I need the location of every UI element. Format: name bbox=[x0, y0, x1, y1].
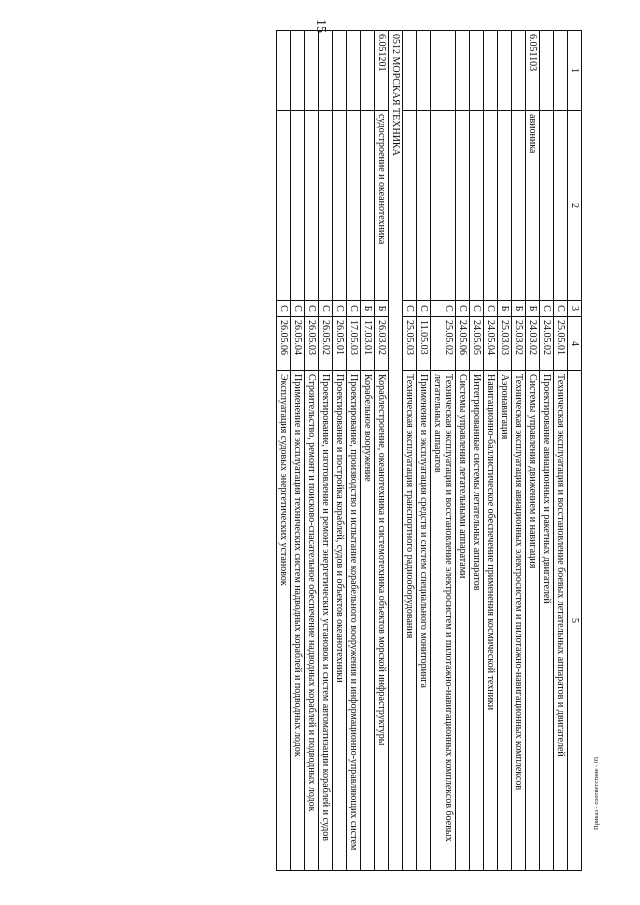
header-col-2: 2 bbox=[568, 111, 582, 301]
table-row bbox=[470, 31, 484, 871]
specialty-cell: Проектирование, изготовление и ремонт энергетических установок и систем автоматизации кораблей и судов bbox=[319, 371, 333, 871]
specialty-cell: Проектирование и постройка кораблей, судов и объектов океанотехники bbox=[333, 371, 347, 871]
specialty-cell: Навигационно-баллистическое обеспечение применения космической техники bbox=[484, 371, 498, 871]
code-cell bbox=[456, 31, 470, 111]
specialty-cell: Техническая эксплуатация транспортного радиооборудования bbox=[403, 371, 417, 871]
new-code-cell: 26.05.01 bbox=[333, 317, 347, 371]
new-code-cell: 25.05.01 bbox=[554, 317, 568, 371]
level-cell: Б bbox=[361, 301, 375, 317]
specialty-cell: Интегрированные системы летательных аппаратов bbox=[470, 371, 484, 871]
table-row bbox=[361, 31, 375, 871]
direction-cell bbox=[333, 111, 347, 301]
section-row bbox=[389, 31, 403, 871]
direction-cell: судостроение и океанотехника bbox=[375, 111, 389, 301]
direction-cell bbox=[470, 111, 484, 301]
level-cell: Б bbox=[375, 301, 389, 317]
table-row bbox=[291, 31, 305, 871]
specialty-cell: Применение и эксплуатация технических систем надводных кораблей и подводных лодок bbox=[291, 371, 305, 871]
level-cell: С bbox=[305, 301, 319, 317]
new-code-cell: 26.05.03 bbox=[305, 317, 319, 371]
code-cell bbox=[512, 31, 526, 111]
code-cell bbox=[403, 31, 417, 111]
specialty-cell: Аэронавигация bbox=[498, 371, 512, 871]
direction-cell bbox=[417, 111, 431, 301]
code-cell: 6.051103 bbox=[526, 31, 540, 111]
table-row bbox=[540, 31, 554, 871]
new-code-cell: 26.05.06 bbox=[277, 317, 291, 371]
specialty-cell: Проектирование, производство и испытание корабельного вооружения и информационно-управляющих систем bbox=[347, 371, 361, 871]
section-label: 0512 МОРСКАЯ ТЕХНИКА bbox=[389, 31, 403, 871]
level-cell: С bbox=[417, 301, 431, 317]
table-header-row bbox=[568, 31, 582, 871]
new-code-cell: 26.05.04 bbox=[291, 317, 305, 371]
rotated-page-content bbox=[77, 30, 582, 870]
direction-cell bbox=[291, 111, 305, 301]
new-code-cell: 25.03.03 bbox=[498, 317, 512, 371]
level-cell: С bbox=[319, 301, 333, 317]
new-code-cell: 25.03.02 bbox=[512, 317, 526, 371]
header-col-4: 4 bbox=[568, 317, 582, 371]
level-cell: С bbox=[291, 301, 305, 317]
code-cell bbox=[554, 31, 568, 111]
table-row bbox=[417, 31, 431, 871]
direction-cell bbox=[512, 111, 526, 301]
table-row bbox=[456, 31, 470, 871]
new-code-cell: 25.05.02 bbox=[431, 317, 456, 371]
level-cell: Б bbox=[498, 301, 512, 317]
specialty-cell: Техническая эксплуатация и восстановление электросистем и пилотажно-навигационных комплексов боевых летательных аппаратов bbox=[431, 371, 456, 871]
direction-cell bbox=[484, 111, 498, 301]
new-code-cell: 24.05.05 bbox=[470, 317, 484, 371]
specialty-cell: Системы управления летательными аппаратами bbox=[456, 371, 470, 871]
new-code-cell: 25.05.03 bbox=[403, 317, 417, 371]
level-cell: С bbox=[456, 301, 470, 317]
table-row bbox=[375, 31, 389, 871]
header-col-5: 5 bbox=[568, 371, 582, 871]
direction-cell bbox=[554, 111, 568, 301]
code-cell bbox=[319, 31, 333, 111]
table-row bbox=[512, 31, 526, 871]
level-cell: С bbox=[484, 301, 498, 317]
new-code-cell: 24.05.02 bbox=[540, 317, 554, 371]
table-row bbox=[554, 31, 568, 871]
level-cell: С bbox=[347, 301, 361, 317]
direction-cell: авионика bbox=[526, 111, 540, 301]
code-cell bbox=[498, 31, 512, 111]
specialty-cell: Техническая эксплуатация и восстановление боевых летательных аппаратов и двигателей bbox=[554, 371, 568, 871]
specialty-cell: Кораблестроение, океанотехника и системотехника объектов морской инфраструктуры bbox=[375, 371, 389, 871]
direction-cell bbox=[456, 111, 470, 301]
level-cell: С bbox=[403, 301, 417, 317]
direction-cell bbox=[498, 111, 512, 301]
table-row bbox=[319, 31, 333, 871]
specialty-cell: Строительство, ремонт и поисково-спасательное обеспечение надводных кораблей и подводных лодок bbox=[305, 371, 319, 871]
table-row bbox=[498, 31, 512, 871]
new-code-cell: 17.05.03 bbox=[347, 317, 361, 371]
direction-cell bbox=[347, 111, 361, 301]
table-row bbox=[431, 31, 456, 871]
new-code-cell: 26.03.02 bbox=[375, 317, 389, 371]
level-cell: С bbox=[277, 301, 291, 317]
table-row bbox=[305, 31, 319, 871]
header-col-3: 3 bbox=[568, 301, 582, 317]
level-cell: С bbox=[470, 301, 484, 317]
specialty-cell: Проектирование авиационных и ракетных двигателей bbox=[540, 371, 554, 871]
code-cell bbox=[347, 31, 361, 111]
new-code-cell: 11.05.03 bbox=[417, 317, 431, 371]
direction-cell bbox=[277, 111, 291, 301]
code-cell bbox=[277, 31, 291, 111]
direction-cell bbox=[361, 111, 375, 301]
code-cell: 6.051201 bbox=[375, 31, 389, 111]
new-code-cell: 26.05.02 bbox=[319, 317, 333, 371]
table-row bbox=[484, 31, 498, 871]
code-cell bbox=[470, 31, 484, 111]
level-cell: Б bbox=[512, 301, 526, 317]
new-code-cell: 24.05.04 bbox=[484, 317, 498, 371]
code-cell bbox=[333, 31, 347, 111]
page-number: 15 bbox=[313, 19, 328, 33]
specialties-table bbox=[276, 30, 582, 871]
direction-cell bbox=[403, 111, 417, 301]
direction-cell bbox=[319, 111, 333, 301]
level-cell: Б bbox=[526, 301, 540, 317]
code-cell bbox=[484, 31, 498, 111]
specialty-cell: Системы управления движением и навигация bbox=[526, 371, 540, 871]
direction-cell bbox=[540, 111, 554, 301]
code-cell bbox=[361, 31, 375, 111]
level-cell: С bbox=[333, 301, 347, 317]
code-cell bbox=[291, 31, 305, 111]
new-code-cell: 24.03.02 bbox=[526, 317, 540, 371]
new-code-cell: 24.05.06 bbox=[456, 317, 470, 371]
code-cell bbox=[431, 31, 456, 111]
code-cell bbox=[540, 31, 554, 111]
specialty-cell: Эксплуатация судовых энергетических установок bbox=[277, 371, 291, 871]
code-cell bbox=[305, 31, 319, 111]
level-cell: С bbox=[540, 301, 554, 317]
table-row bbox=[403, 31, 417, 871]
specialty-cell: Техническая эксплуатация авиационных электросистем и пилотажно-навигационных комплексов bbox=[512, 371, 526, 871]
table-row bbox=[347, 31, 361, 871]
table-row bbox=[277, 31, 291, 871]
specialty-cell: Корабельное вооружение bbox=[361, 371, 375, 871]
direction-cell bbox=[431, 111, 456, 301]
new-code-cell: 17.03.01 bbox=[361, 317, 375, 371]
footer-note: Приказ - соответствие - 05 bbox=[593, 756, 600, 830]
specialty-cell: Применение и эксплуатация средств и систем специального мониторинга bbox=[417, 371, 431, 871]
direction-cell bbox=[305, 111, 319, 301]
code-cell bbox=[417, 31, 431, 111]
level-cell: С bbox=[431, 301, 456, 317]
table-row bbox=[333, 31, 347, 871]
level-cell: С bbox=[554, 301, 568, 317]
header-col-1: 1 bbox=[568, 31, 582, 111]
table-row bbox=[526, 31, 540, 871]
